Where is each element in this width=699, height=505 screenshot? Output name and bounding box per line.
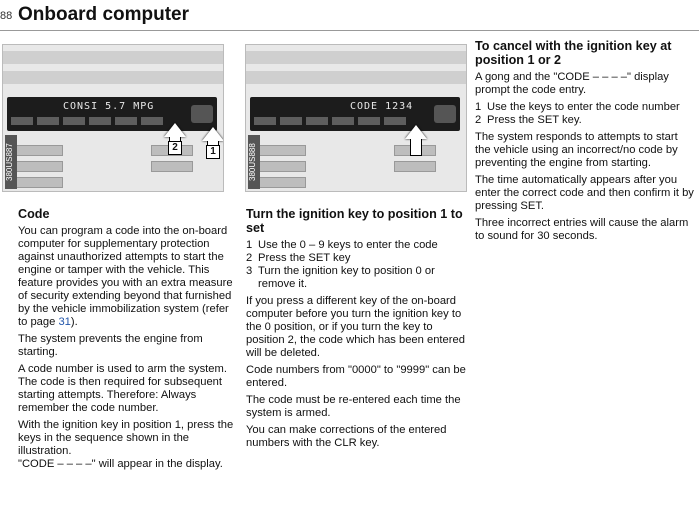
lower-buttons (11, 161, 63, 172)
list-item: 2 Press the SET key (246, 252, 351, 264)
dash-stripe (3, 71, 223, 84)
paragraph: A code number is used to arm the system. The code is then required for subsequent starting attempts. Therefore: Always remember the code number. (18, 363, 227, 414)
control-knob (191, 105, 213, 123)
illustration-code-display (245, 44, 467, 192)
paragraph: You can program a code into the on-board computer for supplementary protection against unauthorized attempts to start the engine or tamper with the vehicle. This feature provides you with an extra measure of security extending beyond that furnished by the vehicle immobilization system (refer to page 31). (18, 225, 233, 328)
header-rule (0, 30, 699, 31)
section-heading: Code (18, 207, 50, 221)
computer-panel (250, 97, 460, 131)
column-code (18, 207, 238, 475)
paragraph: If you press a different key of the on-board computer before you turn the ignition key to the 0 position, or if you turn the key to position 2, the code which has been entered will be deleted. (246, 295, 465, 359)
computer-display: CODE 1234 (350, 101, 414, 112)
column-cancel-code (475, 39, 695, 247)
callout-2: 2 (168, 141, 182, 155)
arrow-stem (410, 139, 422, 156)
paragraph: With the ignition key in position 1, press the keys in the sequence shown in the illustration. (18, 419, 234, 457)
section-heading: Turn the ignition key to position 1 to set (246, 207, 463, 235)
paragraph: Code numbers from "0000" to "9999" can be entered. (246, 364, 466, 389)
lower-buttons (254, 145, 306, 156)
page-title: Onboard computer (18, 4, 190, 25)
section-heading: To cancel with the ignition key at position 1 or 2 (475, 39, 672, 67)
lower-buttons (394, 161, 436, 172)
lower-buttons (151, 161, 193, 172)
paragraph: The system responds to attempts to start the vehicle using an incorrect/no code by preventing the engine from starting. (475, 131, 678, 169)
function-keys (254, 117, 424, 127)
list-item: 1 Use the 0 – 9 keys to enter the code (246, 239, 438, 251)
page-reference-link[interactable]: 31 (58, 316, 71, 328)
dash-stripe (3, 51, 223, 64)
lower-buttons (254, 177, 306, 188)
function-keys (11, 117, 181, 127)
paragraph: You can make corrections of the entered numbers with the CLR key. (246, 424, 447, 449)
lower-buttons (11, 145, 63, 156)
steps-list (246, 239, 466, 291)
dash-stripe (246, 51, 466, 64)
paragraph: Three incorrect entries will cause the alarm to sound for 30 seconds. (475, 217, 689, 242)
dash-stripe (246, 71, 466, 84)
arrow-up-icon (164, 123, 186, 137)
paragraph: The code must be re-entered each time the system is armed. (246, 394, 461, 419)
arrow-up-icon (405, 125, 427, 139)
paragraph: "CODE – – – –" will appear in the display. (18, 458, 223, 470)
list-item: 3 Turn the ignition key to position 0 or remove it. (246, 265, 435, 290)
callout-1: 1 (206, 145, 220, 159)
page-header (0, 0, 699, 30)
paragraph: A gong and the "CODE – – – –" display prompt the code entry. (475, 71, 669, 96)
figure-code: 380US887 (5, 135, 17, 189)
paragraph: The time automatically appears after you enter the correct code and then confirm it by pressing SET. (475, 174, 694, 212)
lower-buttons (254, 161, 306, 172)
list-item: 1 Use the keys to enter the code number (475, 101, 680, 113)
lower-buttons (11, 177, 63, 188)
paragraph: The system prevents the engine from starting. (18, 333, 203, 358)
column-set-code (246, 207, 466, 454)
computer-display: CONSI 5.7 MPG (63, 101, 155, 112)
arrow-up-icon (202, 127, 224, 141)
list-item: 2 Press the SET key. (475, 114, 582, 126)
page-number: 88 (0, 10, 13, 22)
control-knob (434, 105, 456, 123)
illustration-code-entry (2, 44, 224, 192)
figure-code: 380US888 (248, 135, 260, 189)
steps-list (475, 101, 695, 127)
